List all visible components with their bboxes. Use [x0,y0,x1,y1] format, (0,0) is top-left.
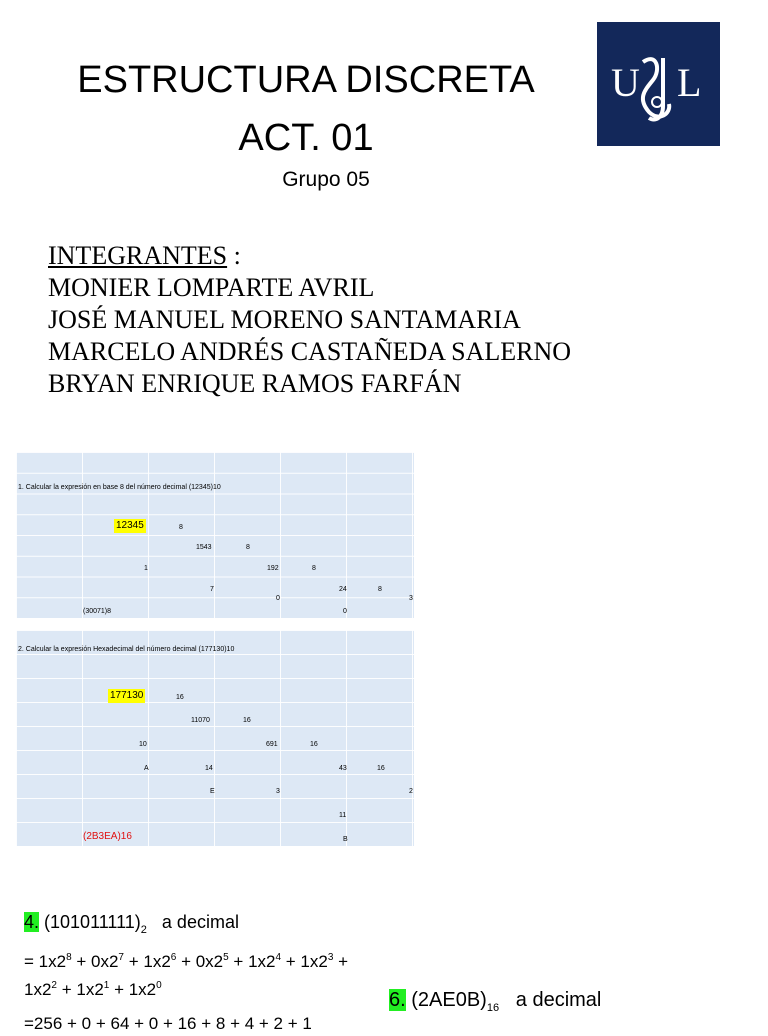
result-text: (30071)8 [83,608,112,615]
exercise-expression: (101011111) [44,912,141,932]
spreadsheet-hexadecimal [16,630,414,846]
exercise-target: a decimal [515,989,602,1011]
member-name: JOSÉ MANUEL MORENO SANTAMARIA [48,305,521,334]
cell-value: 8 [246,544,250,551]
exponent: 0 [156,980,162,991]
term: + [333,952,349,971]
cell-value: 7 [210,586,214,593]
page-title: ESTRUCTURA DISCRETA [77,59,535,101]
usil-logo [597,22,720,146]
usil-logo-icon [597,22,720,146]
cell-value: 192 [267,565,279,572]
cell-value: 14 [205,765,213,772]
cell-value: 43 [339,765,347,772]
group-label: Grupo 05 [282,168,370,191]
cell-value: 1 [144,565,148,572]
term: + 1x2 [123,952,171,971]
exercise-target: a decimal [161,912,239,932]
cell-value: 8 [312,565,316,572]
cell-value: 0 [276,595,280,602]
cell-value: A [144,765,149,772]
exercise-4-heading [24,910,239,934]
question-text: 2. Calcular la expresión Hexadecimal del número decimal (177130)10 [18,646,235,653]
cell-value: 2 [409,788,413,795]
term: + 1x2 [228,952,276,971]
term: + 1x2 [56,980,104,999]
question-text: 1. Calcular la expresión en base 8 del número decimal (12345)10 [18,484,221,491]
exercise-number: 4. [24,912,40,932]
activity-number: ACT. 01 [238,117,374,159]
members-heading-suffix: : [227,241,241,270]
cell-value: 11070 [191,717,210,724]
exercise-4-line2 [24,978,162,1002]
exercise-expression: (2AE0B) [411,989,487,1011]
svg-text:U: U [611,60,640,105]
members-heading: INTEGRANTES [48,241,228,270]
term: + 1x2 [109,980,157,999]
cell-value: 691 [266,741,278,748]
exponent: 6 [170,952,177,963]
exercise-4-line1 [24,950,348,974]
member-name: MARCELO ANDRÉS CASTAÑEDA SALERNO [48,337,572,366]
spreadsheet-base8 [16,452,414,618]
exponent: 1 [103,980,110,991]
members-list [48,240,571,400]
result-text: (2B3EA)16 [83,831,132,842]
exercise-base: 2 [140,924,147,936]
term: = 1x2 [24,952,67,971]
term: + 0x2 [176,952,224,971]
members-heading-row [48,240,571,272]
exercise-base: 16 [486,1002,500,1014]
cell-value: E [210,788,215,795]
cell-value: 3 [276,788,280,795]
cell-value: 16 [310,741,318,748]
cell-value: 0 [343,608,347,615]
dividend-highlight: 177130 [110,690,144,701]
cell-value: 8 [378,586,382,593]
cell-value: 1543 [196,544,212,551]
term: + 0x2 [71,952,119,971]
member-name: MONIER LOMPARTE AVRIL [48,273,375,302]
exponent: 4 [275,952,282,963]
dividend-highlight: 12345 [116,520,144,531]
exponent: 2 [51,980,57,991]
term: + 1x2 [281,952,328,971]
exercise-4-line3: =256 + 0 + 64 + 0 + 16 + 8 + 4 + 2 + 1 [24,1014,312,1033]
exercise-6-heading [389,988,601,1012]
cell-value: 8 [179,524,183,531]
member-name: BRYAN ENRIQUE RAMOS FARFÁN [48,369,462,398]
exponent: 5 [223,952,229,963]
cell-value: B [343,836,348,843]
cell-value: 10 [139,741,147,748]
cell-value: 16 [176,694,184,701]
exponent: 3 [327,952,334,963]
term: 1x2 [24,980,52,999]
cell-value: 16 [243,717,251,724]
cell-value: 24 [339,586,347,593]
cell-value: 3 [409,595,413,602]
cell-value: 11 [339,812,347,819]
svg-text:L: L [677,60,702,105]
cell-value: 16 [377,765,385,772]
exponent: 7 [118,952,124,963]
exercise-number: 6. [389,989,406,1011]
exponent: 8 [66,952,72,963]
